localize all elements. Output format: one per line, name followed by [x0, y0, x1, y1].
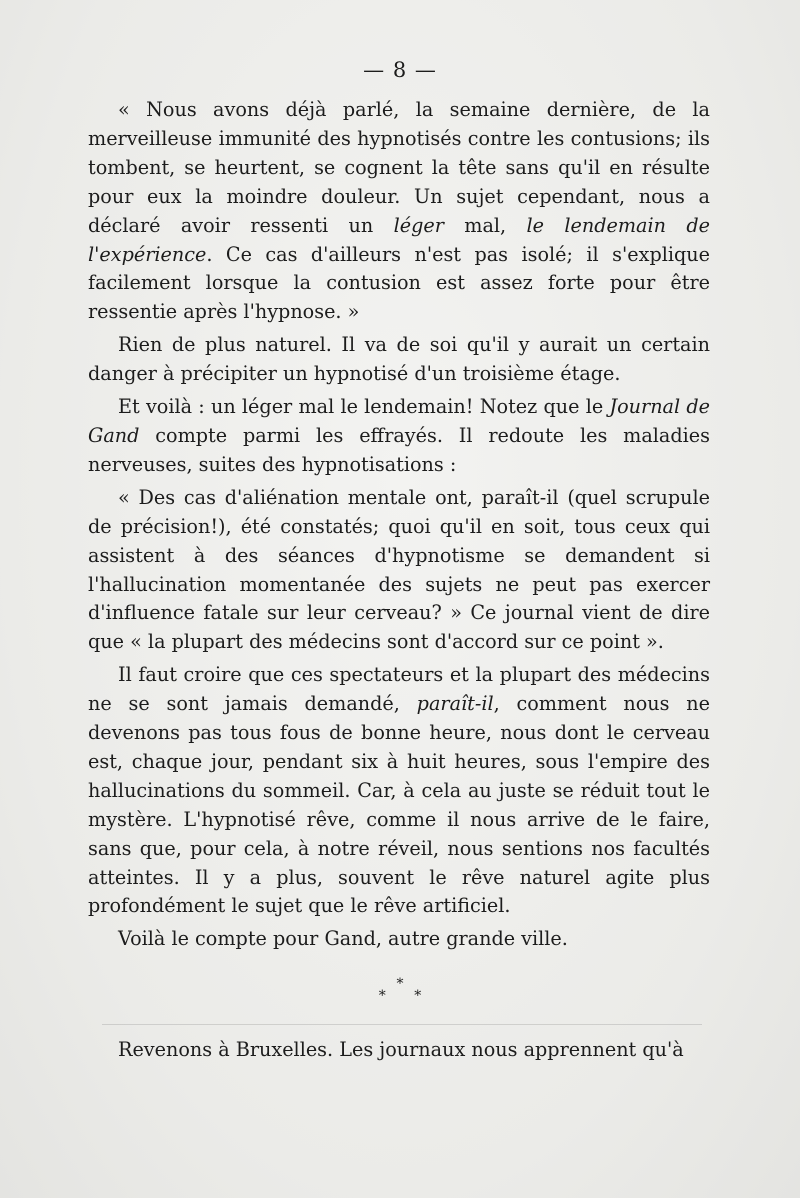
italic-lendemain: le lendemain de l'expérience: [88, 213, 710, 266]
paragraph-quote-alienation: « Des cas d'aliénation mentale ont, paraît-il (quel scrupule de précision!), été constatés; quoi qu'il en soit, tous ceux qui assistent à des séances d'hypnotisme se demandent si l'hallucination momentanée des sujets ne peut pas exercer d'influence fatale sur leur cerveau? » Ce journal vient de dire que « la plupart des médecins sont d'accord sur ce point ».: [88, 485, 710, 654]
italic-parait-il: paraît-il: [416, 692, 494, 716]
italic-journal-de-gand: Journal de Gand: [88, 395, 710, 447]
section-asterism: [0, 978, 800, 1002]
paragraph-et-voila: Et voilà : un léger mal le lendemain! Notez que le Journal de Gand compte parmi les effrayés. Il redoute les maladies nerveuses, suites des hypnotisations :: [88, 395, 710, 476]
paragraph-rien: Rien de plus naturel. Il va de soi qu'il y aurait un certain danger à précipiter un hypnotisé d'un troisième étage.: [88, 333, 710, 386]
page-number: — 8 —: [363, 58, 437, 82]
faint-rule: [102, 1024, 702, 1025]
paragraph-quote-immunity: « Nous avons déjà parlé, la semaine dernière, de la merveilleuse immunité des hypnotisés contre les contusions; ils tombent, se heurtent, se cognent la tête sans qu'il en résulte pour eux la moindre douleur. Un sujet cependant, nous a déclaré avoir ressenti un léger mal, le lendemain de l'expérience. Ce cas d'ailleurs n'est pas isolé; il s'explique facilement lorsque la contusion est assez forte pour être ressentie après l'hypnose. »: [88, 98, 710, 324]
italic-leger: léger: [393, 213, 444, 237]
body-text: [88, 96, 710, 958]
asterism-bottom: * *: [378, 988, 434, 1004]
paragraph-spectateurs: Il faut croire que ces spectateurs et la plupart des médecins ne se sont jamais demandé, paraît-il, comment nous ne devenons pas tous fous de bonne heure, nous dont le cerveau est, chaque jour, pendant six à huit heures, sous l'empire des hallucinations du sommeil. Car, à cela au juste se réduit tout le mystère. L'hypnotisé rêve, comme il nous arrive de le faire, sans que, pour cela, à notre réveil, nous sentions nos facultés atteintes. Il y a plus, souvent le rêve naturel agite plus profondément le sujet que le rêve artificiel.: [88, 663, 710, 918]
paragraph-voila-gand: Voilà le compte pour Gand, autre grande ville.: [118, 927, 568, 951]
final-line: Revenons à Bruxelles. Les journaux nous apprennent qu'à: [118, 1038, 684, 1061]
asterism-top: *: [396, 976, 404, 992]
